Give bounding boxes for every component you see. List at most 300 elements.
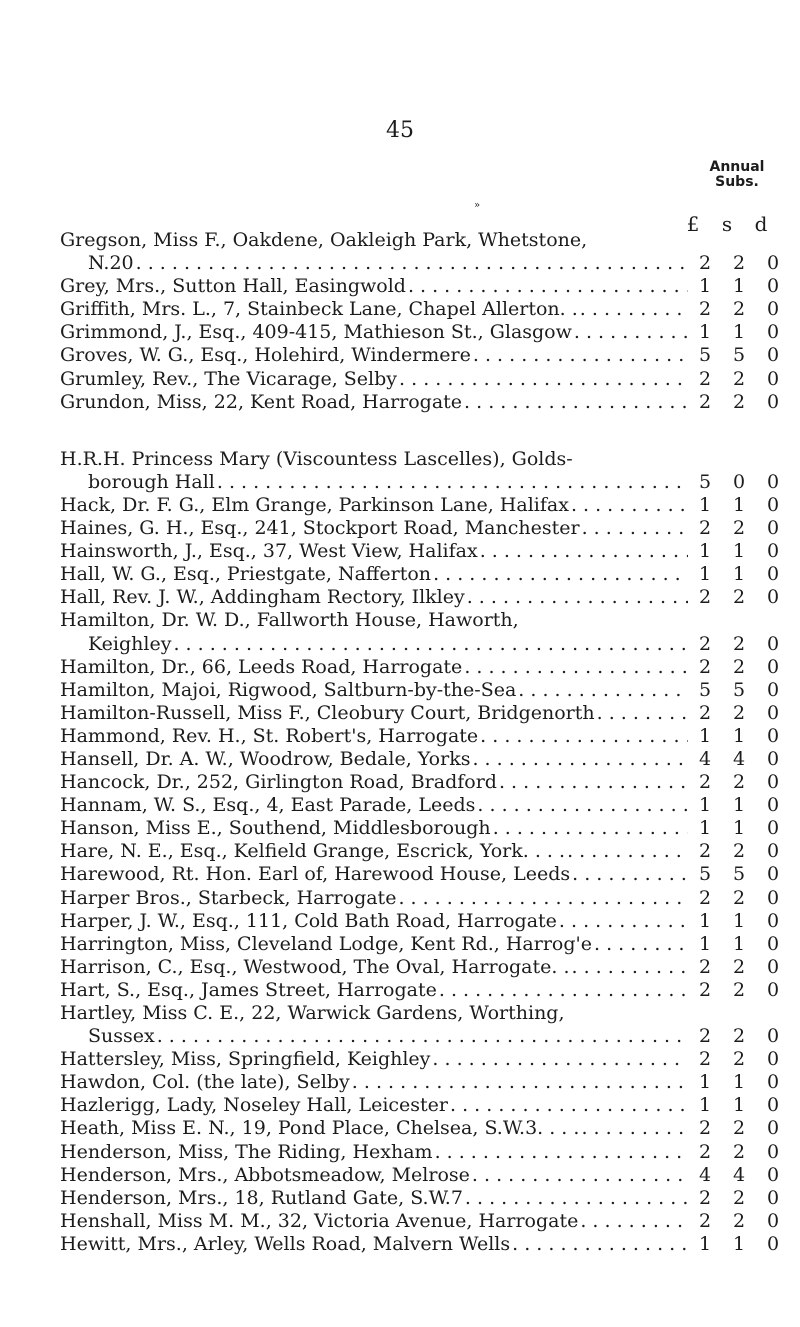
pence-value: 0 (766, 586, 780, 609)
pence-value: 0 (766, 678, 780, 701)
shillings-value: 2 (732, 1209, 746, 1232)
subscription-amount (688, 563, 790, 586)
entry-line (60, 633, 790, 656)
dot-leader (570, 863, 688, 886)
pounds-value: 1 (698, 724, 712, 747)
subscriber-text: Henderson, Mrs., 18, Rutland Gate, S.W.7 (60, 1186, 463, 1209)
shillings-value: 1 (732, 724, 746, 747)
subscriber-entry (60, 1071, 790, 1094)
pence-value: 0 (766, 367, 780, 390)
entry-line (60, 563, 790, 586)
shillings-value: 2 (732, 886, 746, 909)
entry-line (60, 448, 790, 471)
entry-line (60, 229, 790, 252)
dot-leader (471, 344, 688, 367)
pounds-value: 5 (698, 344, 712, 367)
dot-leader (171, 633, 688, 656)
entry-line (60, 725, 790, 748)
subscriber-entry (60, 1117, 790, 1140)
dot-leader (578, 1210, 688, 1233)
dot-leader (463, 1187, 688, 1210)
subscription-amount (688, 748, 790, 771)
pence-value: 0 (766, 955, 780, 978)
pounds-value: 1 (698, 540, 712, 563)
subscriber-text: Hawdon, Col. (the late), Selby (60, 1071, 350, 1094)
subscriber-text: Hanson, Miss E., Southend, Middlesborough (60, 817, 491, 840)
subscriber-entry (60, 391, 790, 414)
subscriber-text: Hamilton, Dr. W. D., Fallworth House, Haworth, (60, 609, 519, 632)
subscriber-text: Hansell, Dr. A. W., Woodrow, Bedale, Yorks (60, 747, 471, 770)
subscriber-text: Hall, W. G., Esq., Priestgate, Nafferton (60, 563, 432, 586)
entry-line (60, 586, 790, 609)
subscription-amount (688, 298, 790, 321)
shillings-value: 1 (732, 909, 746, 932)
subscriber-entry (60, 586, 790, 609)
pounds-value: 2 (698, 517, 712, 540)
subscriber-text: N.20 (88, 252, 134, 275)
pence-value: 0 (766, 1025, 780, 1048)
shillings-value: 2 (732, 1186, 746, 1209)
shillings-value: 4 (732, 747, 746, 770)
pounds-value: 2 (698, 1186, 712, 1209)
pounds-value: 2 (698, 886, 712, 909)
pounds-value: 5 (698, 470, 712, 493)
subscriber-entry (60, 702, 790, 725)
pounds-value: 2 (698, 978, 712, 1001)
subscriber-text: Groves, W. G., Esq., Holehird, Windermere (60, 344, 471, 367)
shillings-value: 1 (732, 1094, 746, 1117)
subscriber-entry (60, 656, 790, 679)
pounds-value: 2 (698, 586, 712, 609)
dot-leader (397, 368, 688, 391)
pence-value: 0 (766, 540, 780, 563)
pounds-value: 2 (698, 701, 712, 724)
entry-line (60, 1094, 790, 1117)
shillings-value: 2 (732, 771, 746, 794)
subscriber-entry (60, 1164, 790, 1187)
shillings-value: 1 (732, 493, 746, 516)
subscriber-entry (60, 748, 790, 771)
dot-leader (462, 656, 688, 679)
dot-leader (430, 1048, 688, 1071)
shillings-value: 1 (732, 1071, 746, 1094)
subscriber-entry (60, 540, 790, 563)
subscription-amount (688, 910, 790, 933)
subscriber-text: H.R.H. Princess Mary (Viscountess Lascelles), Golds- (60, 447, 573, 470)
entry-line (60, 794, 790, 817)
subscription-amount (688, 656, 790, 679)
subscription-amount (688, 391, 790, 414)
subscriber-text: Sussex (88, 1025, 155, 1048)
shillings-value: 2 (732, 298, 746, 321)
subscriber-entry (60, 229, 790, 275)
pounds-value: 2 (698, 252, 712, 275)
subscriber-text: Grundon, Miss, 22, Kent Road, Harrogate (60, 390, 463, 413)
entry-line (60, 1048, 790, 1071)
entry-line (60, 344, 790, 367)
pounds-value: 1 (698, 1094, 712, 1117)
entry-line (60, 1002, 790, 1025)
pounds-value: 2 (698, 655, 712, 678)
subscriber-text: Hattersley, Miss, Springfield, Keighley (60, 1048, 431, 1071)
subscriber-list (60, 229, 790, 1256)
subscriber-entry (60, 368, 790, 391)
shillings-value: 4 (732, 1163, 746, 1186)
subscription-amount (688, 933, 790, 956)
subscriber-text: Hamilton, Dr., 66, Leeds Road, Harrogate (60, 655, 463, 678)
entry-line (60, 933, 790, 956)
subscriber-text: Henderson, Mrs., Abbotsmeadow, Melrose (60, 1163, 470, 1186)
shillings-value: 2 (732, 586, 746, 609)
shillings-value: 2 (732, 655, 746, 678)
shillings-value: 2 (732, 701, 746, 724)
subscription-amount (688, 840, 790, 863)
shillings-value: 2 (732, 840, 746, 863)
pence-value: 0 (766, 632, 780, 655)
pence-value: 0 (766, 978, 780, 1001)
entry-line (60, 887, 790, 910)
pounds-value: 2 (698, 1048, 712, 1071)
subscription-amount (688, 725, 790, 748)
subscription-amount (688, 540, 790, 563)
dot-leader (431, 563, 688, 586)
subscriber-text: Harper, J. W., Esq., 111, Cold Bath Road, Harrogate (60, 909, 557, 932)
entry-line (60, 609, 790, 632)
pence-value: 0 (766, 817, 780, 840)
dot-leader (134, 252, 688, 275)
entry-line (60, 391, 790, 414)
subscription-amount (688, 368, 790, 391)
pence-value: 0 (766, 470, 780, 493)
shillings-value: 2 (732, 1117, 746, 1140)
entry-line (60, 1210, 790, 1233)
pounds-value: 2 (698, 390, 712, 413)
pence-value: 0 (766, 794, 780, 817)
subscriber-text: Gregson, Miss F., Oakdene, Oakleigh Park, Whetstone, (60, 229, 588, 251)
entry-line (60, 1071, 790, 1094)
pounds-value: 1 (698, 1071, 712, 1094)
dot-leader (478, 725, 688, 748)
dot-leader (448, 1094, 688, 1117)
entry-line (60, 679, 790, 702)
dot-leader (406, 275, 688, 298)
dot-leader (433, 1141, 688, 1164)
subscription-amount (688, 252, 790, 275)
shillings-value: 2 (732, 252, 746, 275)
subscriber-entry (60, 517, 790, 540)
subscription-amount (688, 321, 790, 344)
dot-leader (572, 321, 688, 344)
shillings-value: 2 (732, 517, 746, 540)
shillings-value: 2 (732, 367, 746, 390)
subscriber-entry (60, 679, 790, 702)
shillings-value: 1 (732, 563, 746, 586)
dot-leader (497, 771, 688, 794)
subscription-amount (688, 794, 790, 817)
subscription-amount (688, 887, 790, 910)
subscription-amount (688, 1187, 790, 1210)
entry-line (60, 817, 790, 840)
annual-label: Annual (709, 159, 765, 175)
subscriber-text: Hamilton, Majoi, Rigwood, Saltburn-by-the-Sea (60, 678, 517, 701)
subscriber-entry (60, 1141, 790, 1164)
pounds-value: 1 (698, 275, 712, 298)
entry-line (60, 1141, 790, 1164)
pence-value: 0 (766, 1209, 780, 1232)
pounds-value: 2 (698, 955, 712, 978)
subscriber-entry (60, 725, 790, 748)
subscriber-entry (60, 887, 790, 910)
subscriber-entry (60, 979, 790, 1002)
pence-value: 0 (766, 1140, 780, 1163)
entry-line (60, 298, 790, 321)
subscriber-text: Henderson, Miss, The Riding, Hexham (60, 1140, 433, 1163)
dot-leader (595, 702, 688, 725)
dot-leader (396, 887, 688, 910)
subscriber-entry (60, 298, 790, 321)
pounds-value: 5 (698, 863, 712, 886)
subscriber-entry (60, 494, 790, 517)
subscriber-text: Hall, Rev. J. W., Addingham Rectory, Ilkley (60, 586, 465, 609)
subscription-amount (688, 771, 790, 794)
pounds-value: 1 (698, 932, 712, 955)
pence-value: 0 (766, 252, 780, 275)
pence-value: 0 (766, 1232, 780, 1255)
pence-value: 0 (766, 1163, 780, 1186)
subscriber-entry (60, 1048, 790, 1071)
entry-line (60, 956, 790, 979)
pounds-value: 1 (698, 817, 712, 840)
shillings-value: 1 (732, 794, 746, 817)
dot-leader (475, 794, 688, 817)
pounds-value: 2 (698, 840, 712, 863)
subscriber-entry (60, 794, 790, 817)
subscription-amount (688, 517, 790, 540)
dot-leader (510, 1233, 688, 1256)
pence-value: 0 (766, 655, 780, 678)
pence-value: 0 (766, 1117, 780, 1140)
subscriber-entry (60, 1094, 790, 1117)
pence-value: 0 (766, 909, 780, 932)
pence-value: 0 (766, 932, 780, 955)
shillings-value: 2 (732, 978, 746, 1001)
subscription-amount (688, 344, 790, 367)
subscriber-text: Hannam, W. S., Esq., 4, East Parade, Leeds (60, 794, 476, 817)
pounds-value: 1 (698, 794, 712, 817)
shillings-value: 1 (732, 1232, 746, 1255)
subscriber-entry (60, 321, 790, 344)
pounds-value: 1 (698, 321, 712, 344)
entry-line (60, 840, 790, 863)
subscriber-entry (60, 817, 790, 840)
entry-line (60, 1187, 790, 1210)
subscriber-entry (60, 840, 790, 863)
pence-value: 0 (766, 1094, 780, 1117)
shillings-value: 5 (732, 344, 746, 367)
pence-header: d (754, 212, 768, 236)
subscriber-text: Heath, Miss E. N., 19, Pond Place, Chelsea, S.W.3. . . . (60, 1117, 580, 1140)
entry-line (60, 252, 790, 275)
dot-leader (155, 1025, 688, 1048)
shillings-value: 0 (732, 470, 746, 493)
subscriber-entry (60, 275, 790, 298)
subscriber-text: Hartley, Miss C. E., 22, Warwick Gardens, Worthing, (60, 1002, 565, 1024)
subscriber-text: Hack, Dr. F. G., Elm Grange, Parkinson Lane, Halifax (60, 493, 569, 516)
entry-line (60, 656, 790, 679)
subscriber-text: Harrington, Miss, Cleveland Lodge, Kent Rd., Harrog'e (60, 932, 592, 955)
pence-value: 0 (766, 344, 780, 367)
subscription-amount (688, 1141, 790, 1164)
subscriber-entry (60, 910, 790, 933)
subscriber-text: Hammond, Rev. H., St. Robert's, Harrogate (60, 724, 479, 747)
pounds-value: 2 (698, 632, 712, 655)
subscription-amount (688, 1233, 790, 1256)
pence-value: 0 (766, 724, 780, 747)
pence-value: 0 (766, 840, 780, 863)
subscriber-entry (60, 1210, 790, 1233)
subscriber-entry (60, 933, 790, 956)
pence-value: 0 (766, 701, 780, 724)
dot-leader (350, 1071, 688, 1094)
shillings-value: 1 (732, 321, 746, 344)
dot-leader (579, 1117, 688, 1140)
pence-value: 0 (766, 321, 780, 344)
pounds-value: 2 (698, 1209, 712, 1232)
dot-leader (569, 494, 688, 517)
subscription-amount (688, 1025, 790, 1048)
entry-line (60, 1164, 790, 1187)
subscriber-entry (60, 863, 790, 886)
entry-line (60, 910, 790, 933)
subscription-amount (688, 1094, 790, 1117)
pounds-value: 1 (698, 909, 712, 932)
subscription-amount (688, 1071, 790, 1094)
pence-value: 0 (766, 1071, 780, 1094)
pence-value: 0 (766, 298, 780, 321)
pounds-value: 1 (698, 1232, 712, 1255)
entry-line (60, 979, 790, 1002)
subscriber-entry (60, 448, 790, 494)
subscription-amount (688, 979, 790, 1002)
subscriber-entry (60, 771, 790, 794)
dot-leader (215, 471, 688, 494)
pence-value: 0 (766, 771, 780, 794)
dot-leader (565, 840, 688, 863)
subscription-amount (688, 956, 790, 979)
subscriber-entry (60, 344, 790, 367)
dot-leader (478, 540, 688, 563)
subscription-amount (688, 1164, 790, 1187)
dot-leader (557, 910, 688, 933)
dot-leader (470, 1164, 688, 1187)
shillings-value: 2 (732, 1048, 746, 1071)
shillings-value: 1 (732, 275, 746, 298)
pence-value: 0 (766, 1048, 780, 1071)
pounds-value: 2 (698, 1117, 712, 1140)
entry-line (60, 1117, 790, 1140)
subscriber-text: Haines, G. H., Esq., 241, Stockport Road, Manchester (60, 517, 580, 540)
subscription-amount (688, 702, 790, 725)
shillings-value: 5 (732, 863, 746, 886)
subscription-amount (688, 679, 790, 702)
subscription-amount (688, 863, 790, 886)
subscription-amount (688, 1117, 790, 1140)
pounds-value: 2 (698, 367, 712, 390)
entry-line (60, 540, 790, 563)
subscriber-text: Grey, Mrs., Sutton Hall, Easingwold (60, 275, 406, 298)
pence-value: 0 (766, 390, 780, 413)
subscriber-text: borough Hall (88, 470, 215, 493)
subscriber-entry (60, 1002, 790, 1048)
entry-line (60, 702, 790, 725)
dot-leader (570, 956, 689, 979)
pounds-value: 4 (698, 747, 712, 770)
subscriber-entry (60, 956, 790, 979)
subscriber-text: Harrison, C., Esq., Westwood, The Oval, Harrogate. . (60, 955, 570, 978)
subscriber-text: Hamilton-Russell, Miss F., Cleobury Court, Bridgenorth (60, 701, 595, 724)
dot-leader (465, 586, 688, 609)
shillings-value: 5 (732, 678, 746, 701)
subscriber-entry (60, 1187, 790, 1210)
shillings-value: 2 (732, 1025, 746, 1048)
entry-line (60, 275, 790, 298)
pence-value: 0 (766, 563, 780, 586)
subscriber-text: Griffith, Mrs. L., 7, Stainbeck Lane, Chapel Allerton. . (60, 298, 578, 321)
dot-leader (516, 679, 688, 702)
section-gap (60, 414, 790, 448)
dot-leader (437, 979, 688, 1002)
subscription-amount (688, 471, 790, 494)
pounds-value: 2 (698, 298, 712, 321)
stray-print-mark: » (474, 200, 481, 211)
pence-value: 0 (766, 493, 780, 516)
subscriber-entry (60, 1233, 790, 1256)
shillings-value: 2 (732, 1140, 746, 1163)
pence-value: 0 (766, 747, 780, 770)
subscription-amount (688, 817, 790, 840)
pence-value: 0 (766, 517, 780, 540)
pounds-value: 2 (698, 771, 712, 794)
subscriber-text: Grumley, Rev., The Vicarage, Selby (60, 367, 398, 390)
entry-line (60, 494, 790, 517)
dot-leader (592, 933, 688, 956)
dot-leader (491, 817, 688, 840)
pence-value: 0 (766, 886, 780, 909)
dot-leader (580, 517, 688, 540)
dot-leader (470, 748, 688, 771)
entry-line (60, 748, 790, 771)
entry-line (60, 863, 790, 886)
subscriber-text: Hewitt, Mrs., Arley, Wells Road, Malvern Wells (60, 1232, 511, 1255)
pence-value: 0 (766, 863, 780, 886)
pounds-header: £ (686, 212, 700, 236)
subscriber-text: Henshall, Miss M. M., 32, Victoria Avenue, Harrogate (60, 1209, 579, 1232)
pounds-value: 2 (698, 1140, 712, 1163)
pence-value: 0 (766, 275, 780, 298)
pounds-value: 1 (698, 563, 712, 586)
dot-leader (578, 298, 688, 321)
subscriber-text: Hancock, Dr., 252, Girlington Road, Bradford (60, 771, 497, 794)
subscriber-text: Hare, N. E., Esq., Kelfield Grange, Escrick, York. . . . (60, 840, 566, 863)
subscription-amount (688, 494, 790, 517)
shillings-value: 1 (732, 540, 746, 563)
entry-line (60, 471, 790, 494)
shillings-value: 1 (732, 817, 746, 840)
subscriber-text: Hainsworth, J., Esq., 37, West View, Halifax (60, 540, 478, 563)
entry-line (60, 321, 790, 344)
subscriber-entry (60, 563, 790, 586)
entry-line (60, 368, 790, 391)
